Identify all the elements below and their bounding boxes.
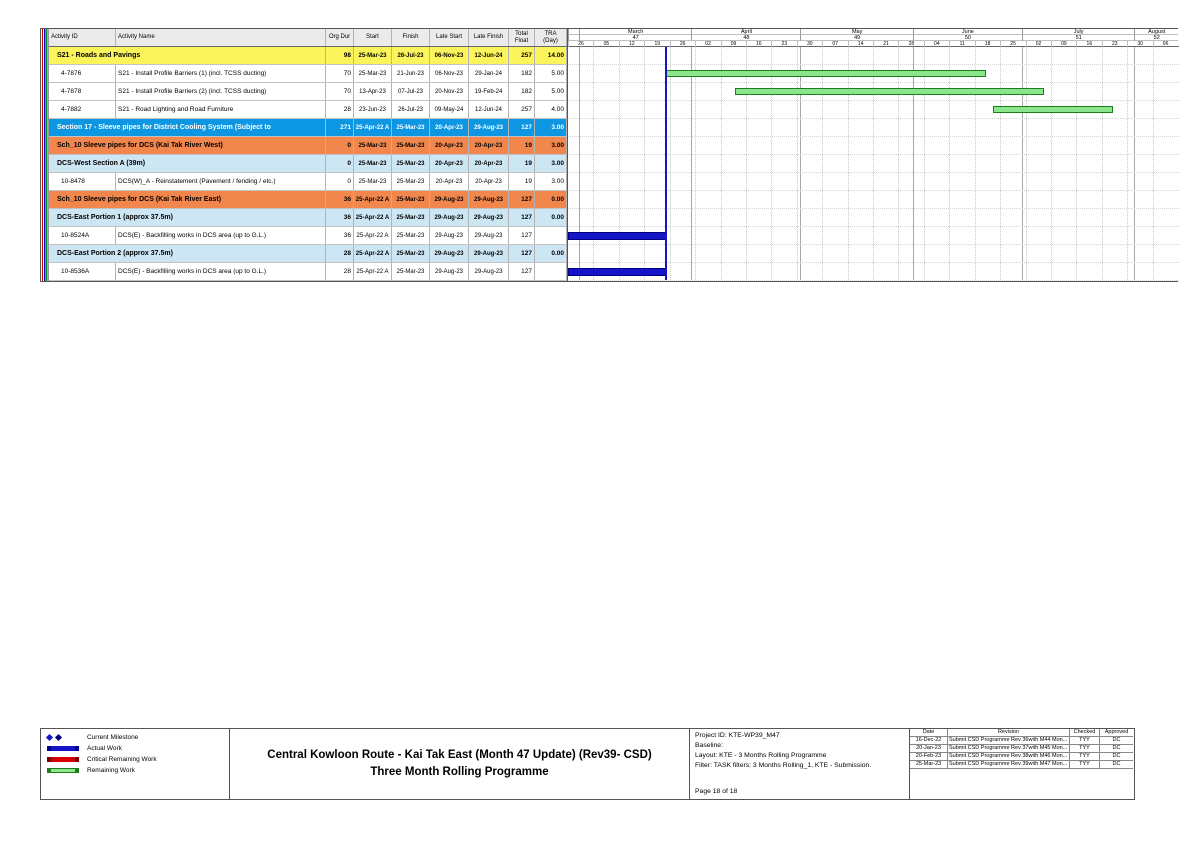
timeline-week-tick: 30 <box>1127 41 1152 47</box>
value-cell: 182 <box>509 83 535 100</box>
row-gridline <box>568 154 1179 155</box>
value-cell <box>535 263 567 280</box>
activity-name-cell: DCS-East Portion 1 (approx 37.5m) <box>49 209 326 226</box>
legend-label: Current Milestone <box>87 734 139 741</box>
row-gridline <box>568 100 1179 101</box>
activity-name-cell: Section 17 - Sleeve pipes for District Cooling System (Subject to <box>49 119 326 136</box>
activity-id-cell: 10-8478 <box>49 173 116 190</box>
value-cell: 06-Nov-23 <box>430 65 469 82</box>
table-row <box>49 263 567 281</box>
value-cell: 13-Apr-23 <box>354 83 392 100</box>
value-cell: 3.00 <box>535 155 567 172</box>
value-cell: 257 <box>509 101 535 118</box>
revision-cell: Submit CSD Programme Rev 39with M47 Mon... <box>948 761 1070 769</box>
value-cell: 4.00 <box>535 101 567 118</box>
value-cell: 127 <box>509 227 535 244</box>
timeline-week-tick: 09 <box>721 41 746 47</box>
legend-label: Remaining Work <box>87 767 135 774</box>
column-header: Finish <box>392 29 430 46</box>
row-gridline <box>568 208 1179 209</box>
value-cell: 257 <box>509 47 535 64</box>
table-row <box>49 119 567 137</box>
row-gridline <box>568 172 1179 173</box>
value-cell: 127 <box>509 245 535 262</box>
timeline-week-tick: 30 <box>797 41 822 47</box>
value-cell: 12-Jun-24 <box>469 47 509 64</box>
value-cell: 3.00 <box>535 119 567 136</box>
revision-box <box>910 728 1135 800</box>
timeline-period-label: 52 <box>1134 35 1178 41</box>
gantt-bar-remaining <box>993 106 1113 113</box>
value-cell: 25-Mar-23 <box>354 173 392 190</box>
revision-row <box>910 737 1134 745</box>
value-cell: 0 <box>326 155 354 172</box>
title-box <box>230 728 690 800</box>
revision-cell: DC <box>1100 761 1133 769</box>
activity-name-cell: Sch_10 Sleeve pipes for DCS (Kai Tak River West) <box>49 137 326 154</box>
column-header: Late Finish <box>469 29 509 46</box>
revision-header-cell: Checked <box>1070 729 1100 737</box>
legend-items <box>47 734 223 774</box>
row-gridline <box>568 244 1179 245</box>
value-cell <box>535 227 567 244</box>
column-header: TRA (Day) <box>535 29 567 46</box>
value-cell: 14.00 <box>535 47 567 64</box>
activity-name-cell: DCS(E) - Backfilling works in DCS area (up to G.L.) <box>116 263 326 280</box>
milestone-icon <box>55 734 62 741</box>
row-gridline <box>568 82 1179 83</box>
bar-cap <box>75 746 79 751</box>
activity-name-cell: DCS(E) - Backfilling works in DCS area (up to G.L.) <box>116 227 326 244</box>
value-cell: 182 <box>509 65 535 82</box>
value-cell: 26-Jul-23 <box>392 101 430 118</box>
revision-header-cell: Revision <box>948 729 1070 737</box>
timeline-period-label: 47 <box>579 35 692 41</box>
value-cell: 07-Jul-23 <box>392 83 430 100</box>
revision-header-cell: Date <box>910 729 948 737</box>
timeline-week-tick: 09 <box>1051 41 1076 47</box>
activity-name-cell: Sch_10 Sleeve pipes for DCS (Kai Tak River East) <box>49 191 326 208</box>
activity-id-cell: 4-7876 <box>49 65 116 82</box>
page-number: Page 18 of 18 <box>695 788 738 795</box>
gantt-bar-actual <box>568 268 666 276</box>
value-cell: 25-Mar-23 <box>392 119 430 136</box>
activity-name-cell: DCS(W)_A - Reinstatement (Pavement / fending / etc.) <box>116 173 326 190</box>
project-info-line: Baseline: <box>695 742 723 749</box>
timeline-week-tick: 18 <box>975 41 1000 47</box>
activity-id-cell: 4-7882 <box>49 101 116 118</box>
value-cell: 28 <box>326 101 354 118</box>
value-cell: 20-Apr-23 <box>430 119 469 136</box>
timeline-week-tick: 02 <box>695 41 720 47</box>
value-cell: 20-Apr-23 <box>469 137 509 154</box>
table-row <box>49 65 567 83</box>
timeline-month-label: April <box>691 29 800 35</box>
timeline-week-tick: 06 <box>1153 41 1178 47</box>
value-cell: 29-Aug-23 <box>430 191 469 208</box>
row-gridline <box>568 280 1179 281</box>
timeline-week-tick: 26 <box>670 41 695 47</box>
value-cell: 29-Aug-23 <box>469 191 509 208</box>
timeline-week-tick: 23 <box>1102 41 1127 47</box>
timeline-month-label: August <box>1134 29 1178 35</box>
value-cell: 25-Apr-22 A <box>354 263 392 280</box>
value-cell: 29-Aug-23 <box>469 245 509 262</box>
value-cell: 25-Mar-23 <box>392 191 430 208</box>
legend-item <box>47 756 223 763</box>
timeline-week-tick: 28 <box>898 41 923 47</box>
table-row <box>49 47 567 65</box>
value-cell: 25-Mar-23 <box>354 47 392 64</box>
value-cell: 29-Aug-23 <box>469 263 509 280</box>
revision-row <box>910 745 1134 753</box>
project-info-box <box>690 728 910 800</box>
legend-item <box>47 734 223 741</box>
revision-cell: TYY <box>1070 753 1100 761</box>
value-cell: 12-Jun-24 <box>469 101 509 118</box>
revision-cell: 16-Dec-22 <box>910 737 948 745</box>
value-cell: 3.00 <box>535 173 567 190</box>
value-cell: 25-Apr-22 A <box>354 119 392 136</box>
value-cell: 19-Feb-24 <box>469 83 509 100</box>
value-cell: 29-Aug-23 <box>430 245 469 262</box>
bar-cap <box>75 768 79 773</box>
gantt-pane <box>567 29 1179 281</box>
revision-cell: Submit CSD Programme Rev 37with M45 Mon... <box>948 745 1070 753</box>
remaining-bar-icon <box>47 768 79 773</box>
value-cell: 29-Aug-23 <box>469 119 509 136</box>
value-cell: 25-Apr-22 A <box>354 209 392 226</box>
project-info-line: Layout: KTE - 3 Months Rolling Programme <box>695 752 827 759</box>
value-cell: 29-Aug-23 <box>469 209 509 226</box>
revision-header-cell: Approved <box>1100 729 1133 737</box>
timeline-week-tick: 26 <box>568 41 593 47</box>
legend-label: Critical Remaining Work <box>87 756 157 763</box>
table-row <box>49 83 567 101</box>
revision-cell: DC <box>1100 753 1133 761</box>
gantt-bar-actual <box>568 232 666 240</box>
value-cell: 127 <box>509 209 535 226</box>
value-cell: 0.00 <box>535 209 567 226</box>
value-cell: 0.00 <box>535 191 567 208</box>
timeline-week-tick: 12 <box>619 41 644 47</box>
activity-name-cell: DCS-East Portion 2 (approx 37.5m) <box>49 245 326 262</box>
report-subtitle: Three Month Rolling Programme <box>370 766 549 778</box>
activity-id-cell: 10-8536A <box>49 263 116 280</box>
value-cell: 21-Jun-23 <box>392 65 430 82</box>
value-cell: 29-Aug-23 <box>430 209 469 226</box>
row-gridline <box>568 226 1179 227</box>
value-cell: 28 <box>326 263 354 280</box>
timeline-period-label: 48 <box>691 35 800 41</box>
timeline-period-label: 50 <box>913 35 1022 41</box>
table-row <box>49 155 567 173</box>
timeline-period-label: 51 <box>1022 35 1135 41</box>
revision-cell: TYY <box>1070 745 1100 753</box>
value-cell: 25-Mar-23 <box>392 155 430 172</box>
value-cell: 5.00 <box>535 65 567 82</box>
schedule-block <box>40 28 1178 282</box>
activity-name-cell: DCS-West Section A (39m) <box>49 155 326 172</box>
value-cell: 29-Jan-24 <box>469 65 509 82</box>
value-cell: 29-Aug-23 <box>430 263 469 280</box>
bar-mid <box>51 746 75 751</box>
activity-name-cell: S21 - Install Profile Barriers (2) (incl. TCSS ducting) <box>116 83 326 100</box>
value-cell: 70 <box>326 83 354 100</box>
timeline-month-label: May <box>800 29 913 35</box>
value-cell: 25-Apr-22 A <box>354 227 392 244</box>
column-header: Late Start <box>430 29 469 46</box>
table-row <box>49 101 567 119</box>
value-cell: 271 <box>326 119 354 136</box>
revision-table <box>910 729 1134 769</box>
value-cell: 25-Mar-23 <box>392 263 430 280</box>
revision-cell: 20-Jan-23 <box>910 745 948 753</box>
timeline-week-tick: 21 <box>873 41 898 47</box>
table-row <box>49 245 567 263</box>
milestone-icon <box>46 734 53 741</box>
value-cell: 127 <box>509 119 535 136</box>
value-cell: 127 <box>509 191 535 208</box>
revision-header-row <box>910 729 1134 737</box>
value-cell: 23-Jun-23 <box>354 101 392 118</box>
row-color-strip <box>41 29 49 281</box>
revision-cell: 20-Feb-23 <box>910 753 948 761</box>
value-cell: 0 <box>326 173 354 190</box>
value-cell: 20-Nov-23 <box>430 83 469 100</box>
row-gridline <box>568 118 1179 119</box>
value-cell: 0 <box>326 137 354 154</box>
actual-symbol <box>47 746 81 751</box>
activity-id-cell: 4-7878 <box>49 83 116 100</box>
table-row <box>49 137 567 155</box>
value-cell: 25-Mar-23 <box>354 65 392 82</box>
bar-cap <box>75 757 79 762</box>
column-header: Activity Name <box>116 29 326 46</box>
gantt-bar-remaining <box>666 70 986 77</box>
milestone-symbol <box>47 735 81 740</box>
timeline-month-label: June <box>913 29 1022 35</box>
activity-id-cell: 10-8524A <box>49 227 116 244</box>
value-cell: 28 <box>326 245 354 262</box>
value-cell: 20-Apr-23 <box>430 173 469 190</box>
value-cell: 36 <box>326 191 354 208</box>
timeline-month-label: July <box>1022 29 1135 35</box>
table-row <box>49 173 567 191</box>
value-cell: 25-Mar-23 <box>392 227 430 244</box>
value-cell: 0.00 <box>535 245 567 262</box>
timeline-week-tick: 07 <box>822 41 847 47</box>
remaining-symbol <box>47 768 81 773</box>
timeline-week-tick: 04 <box>924 41 949 47</box>
table-row <box>49 209 567 227</box>
value-cell: 25-Mar-23 <box>392 209 430 226</box>
revision-cell: Submit CSD Programme Rev 38with M46 Mon... <box>948 753 1070 761</box>
bar-mid <box>51 768 75 773</box>
actual-bar-icon <box>47 746 79 751</box>
value-cell: 25-Apr-22 A <box>354 191 392 208</box>
value-cell: 36 <box>326 209 354 226</box>
timeline-week-tick: 11 <box>949 41 974 47</box>
table-header-row <box>49 29 567 47</box>
activity-name-cell: S21 - Install Profile Barriers (1) (incl. TCSS ducting) <box>116 65 326 82</box>
row-gridline <box>568 64 1179 65</box>
value-cell: 19 <box>509 137 535 154</box>
revision-cell: Submit CSD Programme Rev 36with M44 Mon... <box>948 737 1070 745</box>
timeline-week-tick: 19 <box>644 41 669 47</box>
value-cell: 25-Mar-23 <box>392 245 430 262</box>
revision-row <box>910 753 1134 761</box>
data-date-line <box>665 47 667 280</box>
column-header: Org Dur <box>326 29 354 46</box>
value-cell: 09-May-24 <box>430 101 469 118</box>
legend-box <box>40 728 230 800</box>
value-cell: 25-Mar-23 <box>354 137 392 154</box>
value-cell: 26-Jul-23 <box>392 47 430 64</box>
value-cell: 20-Apr-23 <box>469 155 509 172</box>
legend-item <box>47 745 223 752</box>
value-cell: 25-Mar-23 <box>392 173 430 190</box>
value-cell: 5.00 <box>535 83 567 100</box>
project-info-line: Project ID: KTE-WP39_M47 <box>695 732 780 739</box>
value-cell: 3.00 <box>535 137 567 154</box>
value-cell: 70 <box>326 65 354 82</box>
timeline-week-tick: 25 <box>1000 41 1025 47</box>
timeline-week-tick: 05 <box>593 41 618 47</box>
row-gridline <box>568 262 1179 263</box>
row-gridline <box>568 136 1179 137</box>
value-cell: 20-Apr-23 <box>430 155 469 172</box>
value-cell: 06-Nov-23 <box>430 47 469 64</box>
report-title: Central Kowloon Route - Kai Tak East (Month 47 Update) (Rev39- CSD) <box>267 749 652 761</box>
revision-cell: DC <box>1100 745 1133 753</box>
value-cell: 25-Apr-22 A <box>354 245 392 262</box>
activity-name-cell: S21 - Road Lighting and Road Furniture <box>116 101 326 118</box>
revision-cell: TYY <box>1070 761 1100 769</box>
critical-bar-icon <box>47 757 79 762</box>
timeline-header <box>568 29 1179 47</box>
activity-name-cell: S21 - Roads and Pavings <box>49 47 326 64</box>
revision-cell: 25-Mar-23 <box>910 761 948 769</box>
timeline-period-label: 49 <box>800 35 913 41</box>
critical-symbol <box>47 757 81 762</box>
table-row <box>49 191 567 209</box>
table-row <box>49 227 567 245</box>
value-cell: 19 <box>509 155 535 172</box>
value-cell: 98 <box>326 47 354 64</box>
value-cell: 19 <box>509 173 535 190</box>
project-info-lines <box>695 732 904 770</box>
revision-row <box>910 761 1134 769</box>
timeline-week-tick: 23 <box>771 41 796 47</box>
revision-cell: DC <box>1100 737 1133 745</box>
timeline-month-label: March <box>579 29 692 35</box>
timeline-week-tick: 02 <box>1026 41 1051 47</box>
value-cell: 36 <box>326 227 354 244</box>
value-cell: 127 <box>509 263 535 280</box>
value-cell: 20-Apr-23 <box>469 173 509 190</box>
row-gridline <box>568 190 1179 191</box>
column-header: Activity ID <box>49 29 116 46</box>
bar-mid <box>51 757 75 762</box>
legend-item <box>47 767 223 774</box>
value-cell: 20-Apr-23 <box>430 137 469 154</box>
revision-cell: TYY <box>1070 737 1100 745</box>
value-cell: 29-Aug-23 <box>430 227 469 244</box>
timeline-week-tick: 16 <box>1076 41 1101 47</box>
column-header: Start <box>354 29 392 46</box>
column-header: Total Float <box>509 29 535 46</box>
timeline-week-tick: 16 <box>746 41 771 47</box>
project-info-line: Filter: TASK filters: 3 Months Rolling_1, KTE - Submission. <box>695 762 872 769</box>
legend-label: Actual Work <box>87 745 122 752</box>
value-cell: 25-Mar-23 <box>354 155 392 172</box>
value-cell: 29-Aug-23 <box>469 227 509 244</box>
timeline-week-tick: 14 <box>848 41 873 47</box>
activity-table <box>49 29 567 281</box>
gantt-bar-remaining <box>735 88 1044 95</box>
value-cell: 25-Mar-23 <box>392 137 430 154</box>
